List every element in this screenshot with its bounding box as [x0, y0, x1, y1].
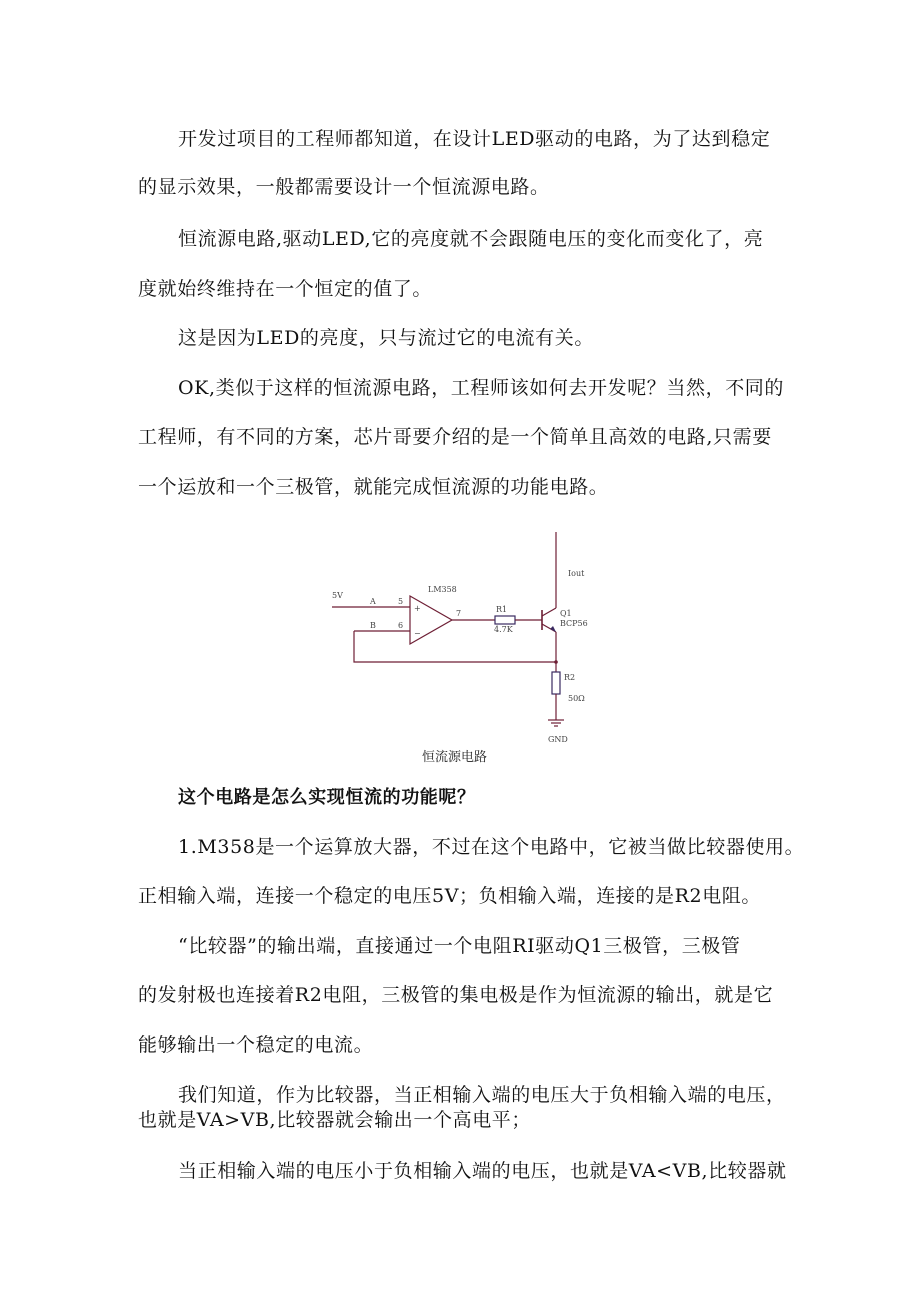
paragraph-7-line-2: 也就是VA>VB,比较器就会输出一个高电平；: [138, 1109, 531, 1131]
label-r2: R2: [564, 673, 576, 682]
emitter-arrow: [550, 626, 556, 632]
paragraph-4-line-2: 工程师，有不同的方案，芯片哥要介绍的是一个简单且高效的电路,只需要: [138, 426, 772, 448]
label-plus: +: [414, 604, 421, 613]
label-pin-6: 6: [398, 621, 404, 630]
paragraph-6-line-1: “比较器”的输出端，直接通过一个电阻RI驱动Q1三极管，三极管: [178, 935, 741, 957]
label-q1: Q1: [560, 609, 572, 618]
paragraph-6-line-2: 的发射极也连接着R2电阻，三极管的集电极是作为恒流源的输出，就是它: [138, 984, 774, 1006]
label-pin-5: 5: [398, 597, 404, 606]
label-gnd: GND: [548, 735, 568, 744]
figure-caption: 恒流源电路: [422, 750, 488, 765]
label-minus: −: [414, 629, 421, 638]
paragraph-4-line-1: OK,类似于这样的恒流源电路，工程师该如何去开发呢？当然，不同的: [178, 377, 785, 399]
paragraph-2-line-2: 度就始终维持在一个恒定的值了。: [138, 278, 433, 300]
paragraph-5-line-1: 1.M358是一个运算放大器，不过在这个电路中，它被当做比较器使用。: [178, 836, 805, 858]
paragraph-4-line-3: 一个运放和一个三极管，就能完成恒流源的功能电路。: [138, 476, 609, 498]
label-node-a: A: [370, 597, 376, 606]
label-r1-value: 4.7K: [494, 625, 513, 634]
label-r2-value: 50Ω: [568, 694, 585, 703]
label-iout: Iout: [568, 569, 585, 578]
paragraph-6-line-3: 能够输出一个稳定的电流。: [138, 1034, 374, 1056]
junction-dot: [554, 660, 558, 664]
section-heading: 这个电路是怎么实现恒流的功能呢？: [178, 787, 476, 808]
label-node-b: B: [370, 621, 376, 630]
label-r1: R1: [496, 605, 508, 614]
paragraph-2-line-1: 恒流源电路,驱动LED,它的亮度就不会跟随电压的变化而变化了，亮: [178, 228, 764, 250]
label-pin-7: 7: [456, 609, 462, 618]
paragraph-1-line-2: 的显示效果，一般都需要设计一个恒流源电路。: [138, 176, 550, 198]
paragraph-7-line-1: 我们知道，作为比较器，当正相输入端的电压大于负相输入端的电压，: [178, 1084, 786, 1106]
label-lm358: LM358: [428, 585, 457, 594]
paragraph-5-line-2: 正相输入端，连接一个稳定的电压5V；负相输入端，连接的是R2电阻。: [138, 885, 762, 907]
constant-current-circuit-diagram: [320, 532, 600, 746]
paragraph-3-line-1: 这是因为LED的亮度，只与流过它的电流有关。: [178, 327, 594, 349]
label-bcp56: BCP56: [560, 619, 588, 628]
label-5v: 5V: [332, 591, 343, 600]
paragraph-1-line-1: 开发过项目的工程师都知道，在设计LED驱动的电路，为了达到稳定: [178, 128, 771, 150]
paragraph-8-line-1: 当正相输入端的电压小于负相输入端的电压，也就是VA<VB,比较器就: [178, 1160, 787, 1182]
